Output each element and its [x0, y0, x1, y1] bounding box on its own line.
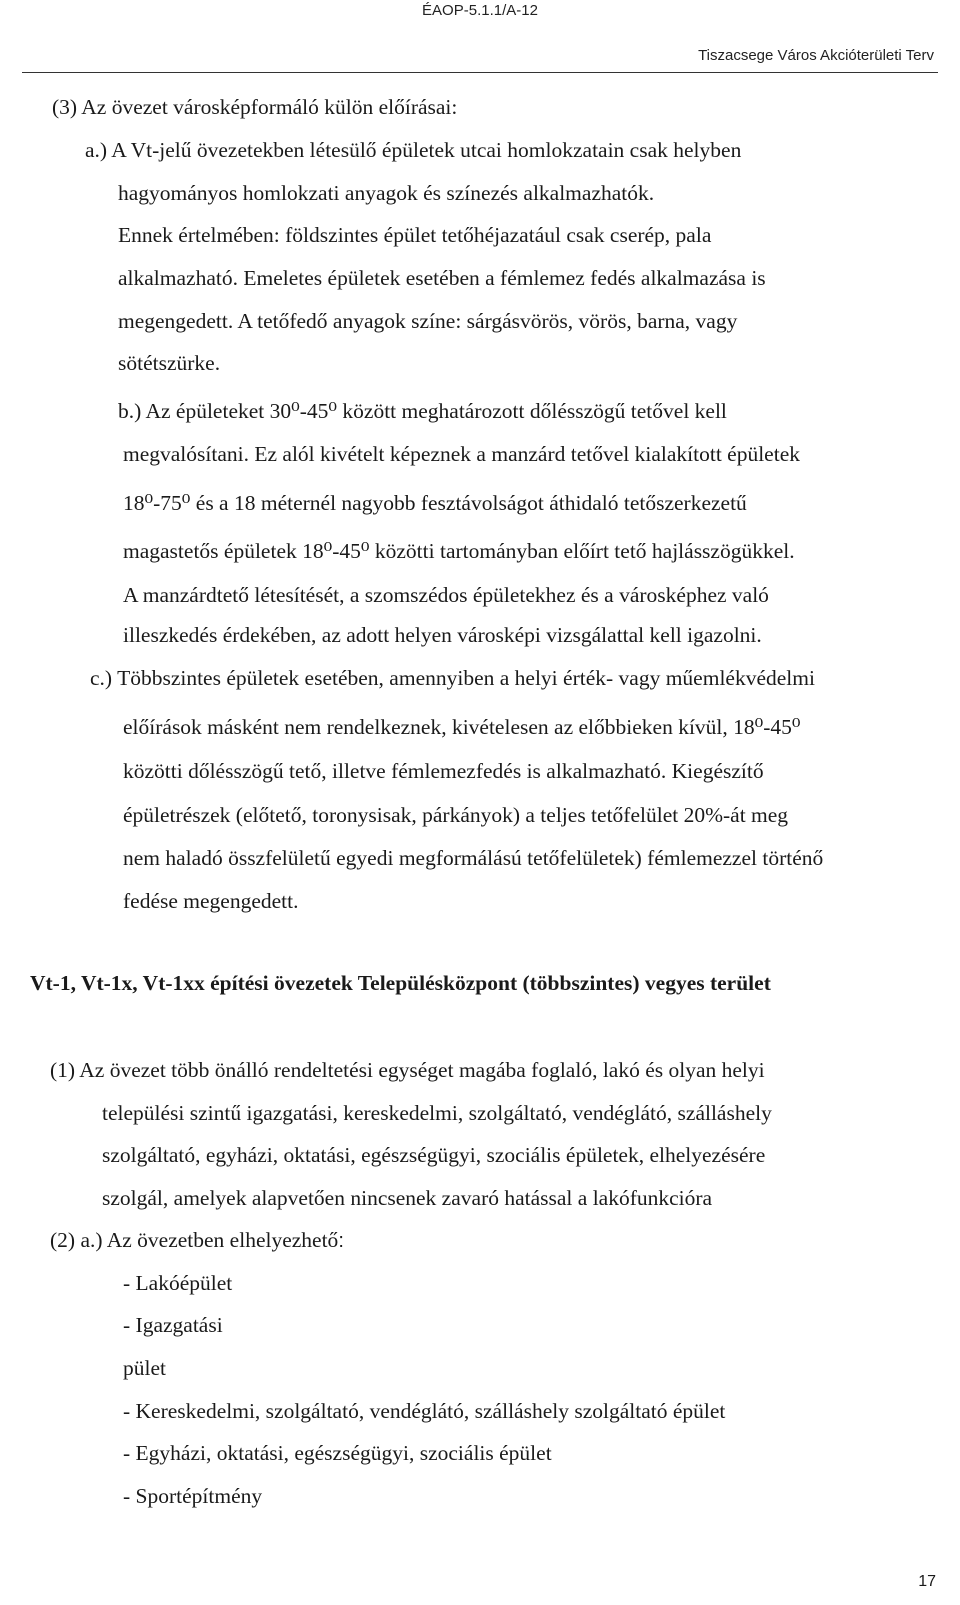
para2-item: pület	[123, 1356, 166, 1380]
section3-a-line-6: sötétszürke.	[118, 351, 221, 375]
para1-line-2: települési szintű igazgatási, kereskedelmi, szolgáltató, vendéglátó, szálláshely	[102, 1101, 772, 1125]
section3-c-line-4: épületrészek (előtető, toronysisak, párkányok) a teljes tetőfelület 20%-át meg	[123, 803, 789, 827]
section3-a-line-1: a.) A Vt-jelű övezetekben létesülő épületek utcai homlokzatain csak helyben	[85, 138, 742, 162]
para1-line-1: (1) Az övezet több önálló rendeltetési egységet magába foglaló, lakó és olyan helyi	[50, 1058, 765, 1082]
section3-a-line-5: megengedett. A tetőfedő anyagok színe: sárgásvörös, vörös, barna, vagy	[118, 309, 738, 333]
page-number: 17	[918, 1573, 936, 1590]
section3-b-line-4: magastetős épületek 18⁰-45⁰ közötti tartományban előírt tető hajlásszögükkel.	[123, 539, 795, 563]
section3-c-line-3: közötti dőlésszögű tető, illetve fémlemezfedés is alkalmazható. Kiegészítő	[123, 759, 764, 783]
para1-line-4: szolgál, amelyek alapvetően nincsenek zavaró hatással a lakófunkcióra	[102, 1186, 713, 1210]
section3-c-line-6: fedése megengedett.	[123, 889, 299, 913]
section3-b-line-2: megvalósítani. Ez alól kivételt képeznek a manzárd tetővel kialakított épületek	[123, 442, 800, 466]
para2-intro-colon: :	[338, 1230, 344, 1252]
para2-intro	[50, 1227, 344, 1254]
para2-item: - Igazgatási	[123, 1313, 223, 1337]
zone-title: Vt-1, Vt-1x, Vt-1xx építési övezetek Településközpont (többszintes) vegyes terület	[30, 971, 771, 995]
section3-heading: (3) Az övezet városképformáló külön előírásai:	[52, 95, 458, 119]
para2-item: - Sportépítmény	[123, 1484, 263, 1508]
section3-c-line-1: c.) Többszintes épületek esetében, amennyiben a helyi érték- vagy műemlékvédelmi	[90, 666, 815, 690]
section3-a-line-2: hagyományos homlokzati anyagok és színezés alkalmazhatók.	[118, 181, 655, 205]
section3-a-line-3: Ennek értelmében: földszintes épület tetőhéjazatául csak cserép, pala	[118, 223, 712, 247]
section3-b-line-5: A manzárdtető létesítését, a szomszédos épületekhez és a városképhez való	[123, 583, 769, 607]
section3-a-line-4: alkalmazható. Emeletes épületek esetében a fémlemez fedés alkalmazása is	[118, 266, 766, 290]
para1-line-3: szolgáltató, egyházi, oktatási, egészségügyi, szociális épületek, elhelyezésére	[102, 1143, 766, 1167]
section3-b-line-1: b.) Az épületeket 30⁰-45⁰ között meghatározott dőlésszögű tetővel kell	[118, 399, 727, 423]
header-project-code: ÉAOP-5.1.1/A-12	[422, 2, 538, 19]
section3-b-line-6: illeszkedés érdekében, az adott helyen városképi vizsgálattal kell igazolni.	[123, 623, 762, 647]
para2-item: - Kereskedelmi, szolgáltató, vendéglátó, szálláshely szolgáltató épület	[123, 1399, 726, 1423]
header-rule	[22, 72, 938, 73]
header-document-title: Tiszacsege Város Akcióterületi Terv	[698, 47, 934, 64]
para2-item: - Lakóépület	[123, 1271, 233, 1295]
para2-item: - Egyházi, oktatási, egészségügyi, szociális épület	[123, 1441, 552, 1465]
para2-intro-text: (2) a.) Az övezetben elhelyezhető	[50, 1228, 339, 1252]
section3-c-line-5: nem haladó összfelületű egyedi megformálású tetőfelületek) fémlemezzel történő	[123, 846, 824, 870]
section3-b-line-3: 18⁰-75⁰ és a 18 méternél nagyobb fesztávolságot áthidaló tetőszerkezetű	[123, 491, 747, 515]
section3-c-line-2: előírások másként nem rendelkeznek, kivételesen az előbbieken kívül, 18⁰-45⁰	[123, 715, 801, 739]
